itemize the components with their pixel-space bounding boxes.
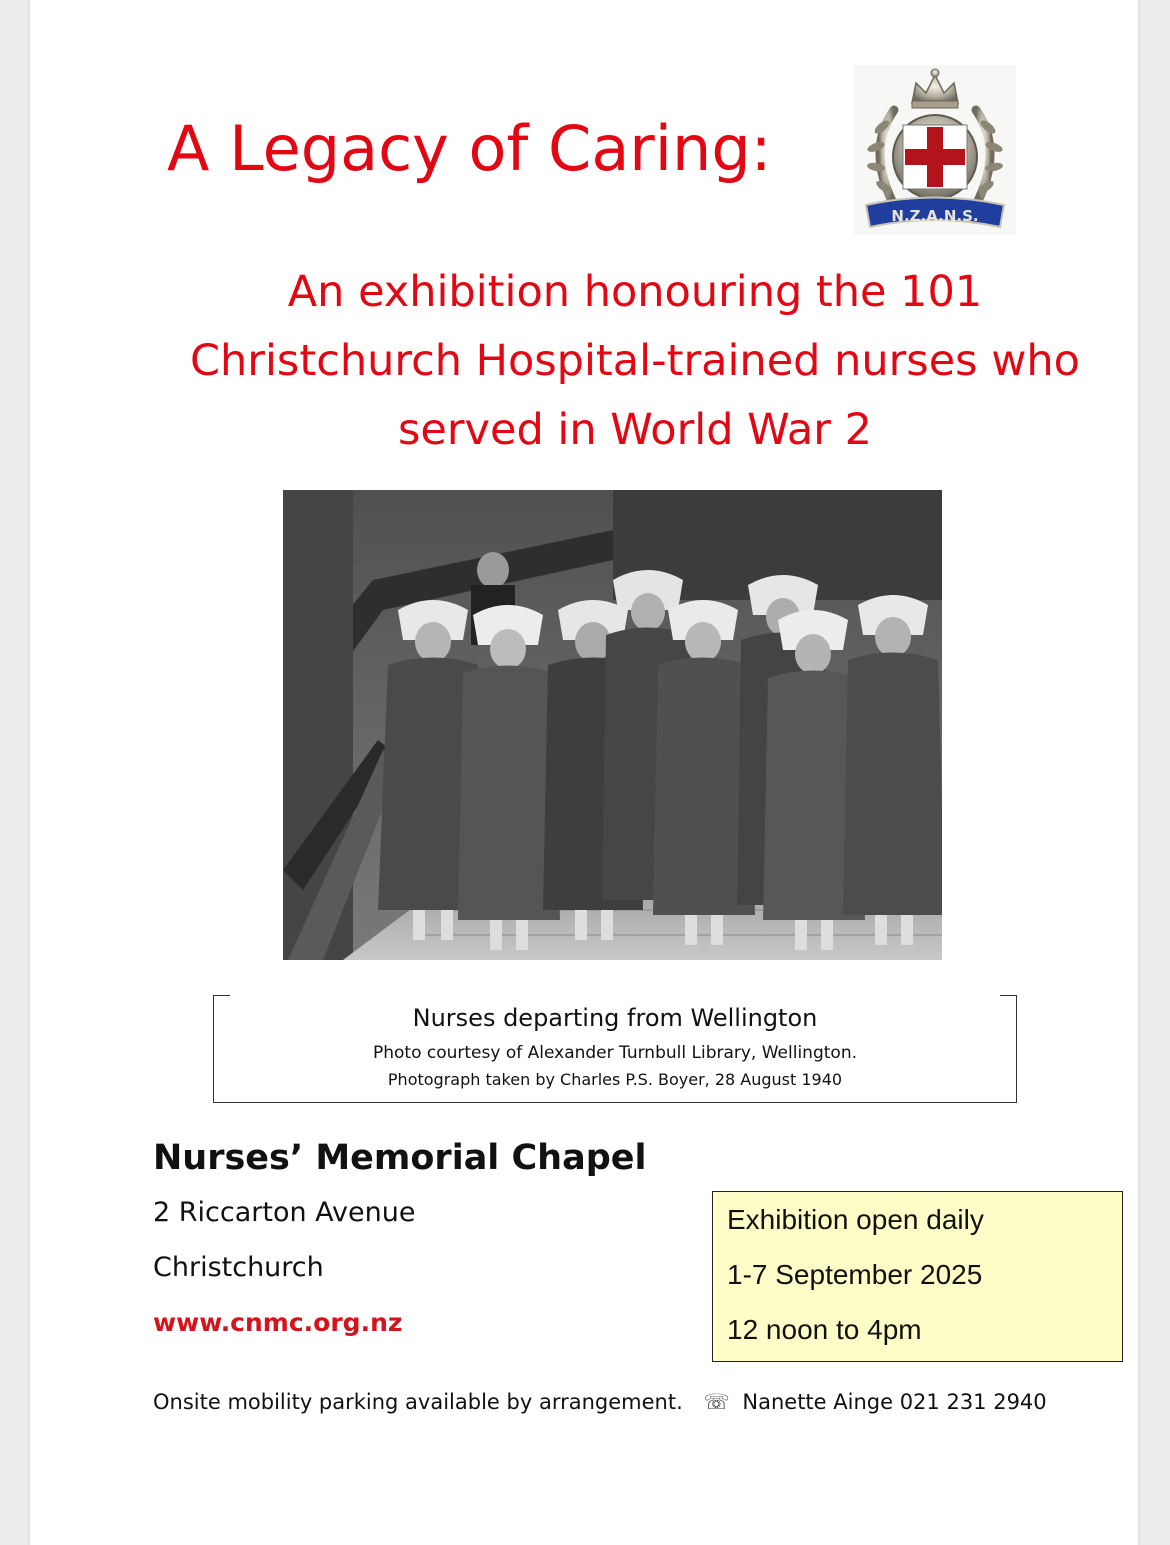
phone-icon: ☏ [703,1390,730,1414]
venue-name: Nurses’ Memorial Chapel [153,1138,647,1178]
nzans-badge-icon [854,65,1016,235]
nurses-group-photo [283,490,942,960]
poster-title: A Legacy of Caring: [167,112,772,185]
parking-note: Onsite mobility parking available by arrangement. [153,1390,683,1414]
hours-line-1: Exhibition open daily [727,1204,984,1235]
website-link[interactable]: www.cnmc.org.nz [153,1308,403,1337]
caption-credit: Photo courtesy of Alexander Turnbull Library, Wellington. [372,1043,857,1063]
opening-hours-box [712,1191,1123,1362]
subtitle-line-2: Christchurch Hospital-trained nurses who [190,336,1080,386]
venue-address-line-2: Christchurch [153,1252,324,1283]
svg-text:N.Z.A.N.S.: N.Z.A.N.S. [891,207,979,225]
photo-caption-box [213,995,1017,1103]
subtitle-line-1: An exhibition honouring the 101 [287,267,983,317]
footer-note [153,1390,1047,1414]
exhibition-subtitle [160,258,1110,465]
poster-page [30,0,1138,1545]
hours-line-3: 12 noon to 4pm [727,1314,922,1345]
caption-title: Nurses departing from Wellington [412,1004,818,1032]
hours-line-2: 1-7 September 2025 [727,1259,983,1290]
venue-address-line-1: 2 Riccarton Avenue [153,1197,416,1228]
contact-info: Nanette Ainge 021 231 2940 [742,1390,1047,1414]
caption-photographer: Photograph taken by Charles P.S. Boyer, 28 August 1940 [387,1070,843,1089]
subtitle-line-3: served in World War 2 [398,405,872,455]
